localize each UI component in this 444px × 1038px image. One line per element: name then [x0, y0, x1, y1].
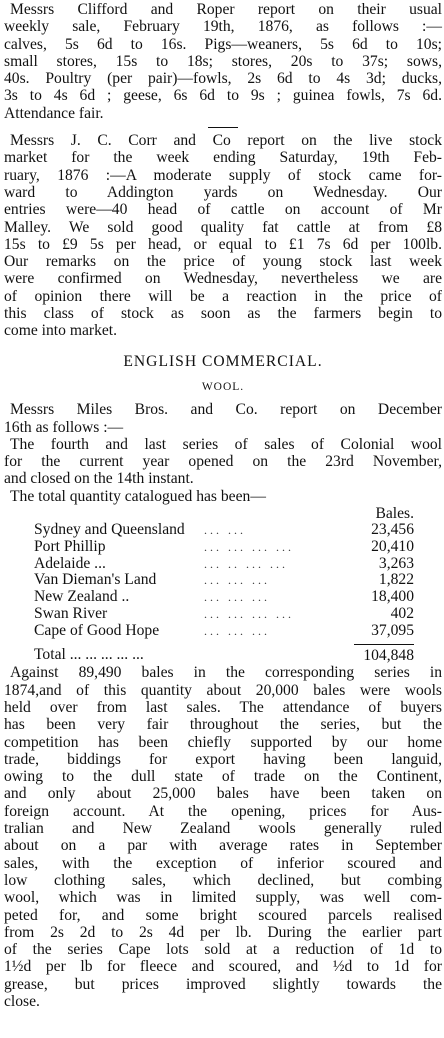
- bales-value: 3,263: [378, 554, 414, 572]
- text-line: and closed on the 14th instant.: [4, 470, 194, 488]
- text-line: Against 89,490 bales in the corresponding series in: [10, 664, 442, 682]
- text-line: The total quantity catalogued has been—: [10, 487, 266, 505]
- text-line: ruary, 1876 :—A moderate supply of stock came for-: [4, 166, 442, 184]
- text-line: 3s to 4s 6d ; geese, 6s 6d to 9s ; guinea fowls, 7s 6d.: [4, 87, 442, 105]
- text-line: low clothing sales, which declined, but combing: [4, 871, 442, 889]
- leader-dots: ... ...: [204, 523, 246, 538]
- text-line: peted for, and some bright scoured parcels realised: [4, 906, 442, 924]
- corr-report: [4, 132, 442, 340]
- region-name: Van Dieman's Land: [34, 571, 157, 589]
- total-label: Total ... ... ... ... ...: [34, 646, 144, 664]
- leader-dots: ... ... ...: [204, 590, 270, 605]
- region-name: Cape of Good Hope: [34, 621, 160, 639]
- text-line: this class of stock as soon as the farmers begin to: [4, 305, 442, 323]
- bales-value: 18,400: [371, 588, 414, 606]
- text-line: tralian and New Zealand wools generally ruled: [4, 820, 442, 838]
- total-value: 104,848: [363, 646, 414, 664]
- text-line: 15s to £9 5s per head, or equal to £1 7s 6d per 100lb.: [4, 235, 442, 253]
- leader-dots: ... .. ... ...: [204, 556, 288, 571]
- leader-dots: ... ... ...: [204, 573, 270, 588]
- table-row: [34, 606, 414, 623]
- text-line: and only about 25,000 bales have been taken on: [4, 785, 442, 803]
- text-line: for the current year opened on the 23rd November,: [4, 453, 442, 471]
- text-line: Malley. We sold good quality fat cattle at from £8: [4, 218, 442, 236]
- text-line: has been very fair throughout the series, but the: [4, 716, 442, 734]
- text-line: were confirmed on Wednesday, nevertheless we are: [4, 270, 442, 288]
- bales-header: Bales.: [375, 505, 414, 523]
- text-line: entries were—40 head of cattle on account of Mr: [4, 201, 442, 219]
- text-line: of the series Cape lots sold at a reduction of 1d to: [4, 941, 442, 959]
- text-line: ward to Addington yards on Wednesday. Our: [4, 183, 442, 201]
- subheading-wool: WOOL.: [201, 380, 245, 393]
- table-row: [34, 539, 414, 556]
- text-line: Our remarks on the price of young stock last week: [4, 253, 442, 271]
- table-row: [34, 556, 414, 573]
- text-line: wool, which was in limited supply, was well com-: [4, 889, 442, 907]
- wool-market-commentary: [4, 664, 442, 1010]
- table-row: [34, 572, 414, 589]
- leader-dots: ... ... ... ...: [204, 607, 294, 621]
- text-line: from 2s 2d to 2s 4d per lb. During the earlier part: [4, 923, 442, 941]
- clifford-roper-report: [4, 1, 442, 122]
- text-line: competition has been chiefly supported by our home: [4, 733, 442, 751]
- leader-dots: ... ... ... ...: [204, 539, 294, 554]
- text-line: owing to the dull state of trade on the Continent,: [4, 768, 442, 786]
- text-line: come into market.: [4, 322, 118, 340]
- region-name: New Zealand ..: [34, 588, 130, 606]
- text-line: 1874,and of this quantity about 20,000 bales were wools: [4, 681, 442, 699]
- region-name: Sydney and Queensland: [34, 521, 185, 539]
- text-line: Messrs J. C. Corr and Co report on the live stock: [10, 132, 442, 150]
- text-line: weekly sale, February 19th, 1876, as follows :—: [4, 18, 442, 36]
- section-heading: ENGLISH COMMERCIAL.: [123, 352, 323, 370]
- region-name: Port Phillip: [34, 537, 106, 555]
- text-line: of opinion there will be a reaction in the price of: [4, 287, 442, 305]
- text-line: small stores, 15s to 18s; stores, 20s to 37s; sows,: [4, 52, 442, 70]
- bales-value: 23,456: [371, 521, 414, 539]
- text-line: about on a par with average rates in September: [4, 837, 442, 855]
- text-line: 16th as follows :—: [4, 418, 124, 436]
- leader-dots: ... ... ...: [204, 623, 270, 638]
- text-line: foreign account. At the opening, prices for Aus-: [4, 802, 442, 820]
- text-line: Messrs Clifford and Roper report on their usual: [10, 1, 442, 18]
- region-name: Adelaide ...: [34, 554, 106, 572]
- table-row: [34, 623, 414, 640]
- text-line: held over from last sales. The attendance of buyers: [4, 698, 442, 716]
- text-line: Messrs Miles Bros. and Co. report on December: [10, 401, 442, 419]
- table-row: [34, 589, 414, 606]
- text-line: calves, 5s 6d to 16s. Pigs—weaners, 5s 6d to 10s;: [4, 35, 442, 53]
- bales-value: 1,822: [378, 571, 414, 589]
- text-line: market for the week ending Saturday, 19th Feb-: [4, 149, 442, 167]
- text-line: close.: [4, 993, 40, 1011]
- bales-table: [34, 505, 414, 664]
- text-line: sales, with the exception of inferior scoured and: [4, 854, 442, 872]
- text-line: grease, but prices improved slightly towards the: [4, 975, 442, 993]
- text-line: 40s. Poultry (per pair)—fowls, 2s 6d to 4s 3d; ducks,: [4, 70, 442, 88]
- separator-rule: [208, 127, 238, 128]
- bales-value: 402: [390, 605, 414, 622]
- miles-bros-report: [4, 401, 442, 505]
- text-line: Attendance fair.: [4, 104, 104, 122]
- total-row: [34, 644, 414, 664]
- region-name: Swan River: [34, 605, 108, 622]
- bales-value: 20,410: [371, 537, 414, 555]
- text-line: 1½d per lb for fleece and scoured, and ½d to 1d for: [4, 958, 442, 976]
- bales-value: 37,095: [371, 621, 414, 639]
- text-line: The fourth and last series of sales of Colonial wool: [10, 435, 442, 453]
- text-line: trade, biddings for export having been languid,: [4, 750, 442, 768]
- table-row: [34, 522, 414, 539]
